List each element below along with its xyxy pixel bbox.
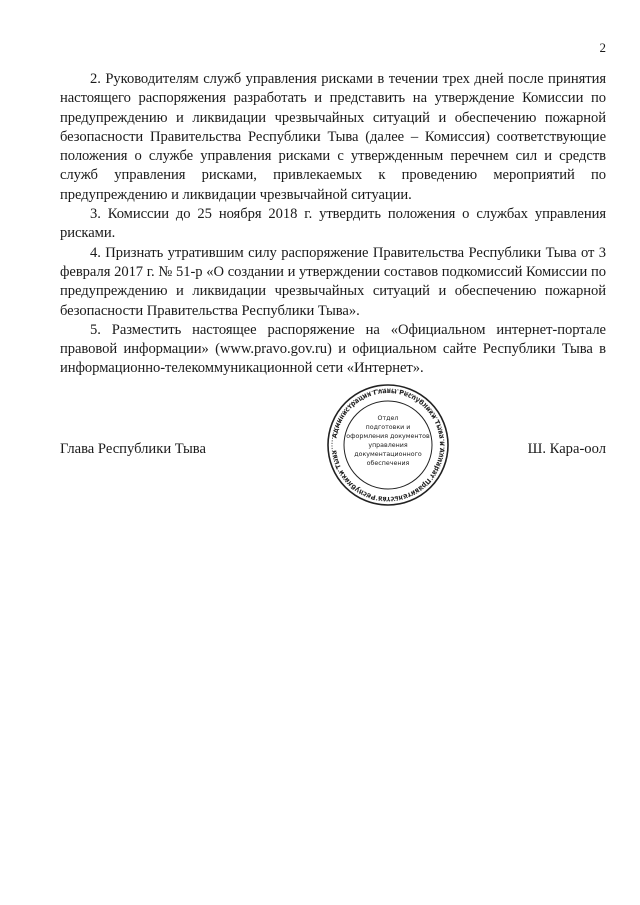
- seal-inner-line-4: управления: [368, 442, 408, 449]
- document-body: [60, 70, 606, 379]
- official-seal: [313, 383, 463, 507]
- seal-inner-line-5: документационного: [354, 451, 422, 458]
- seal-inner-line-2: подготовки и: [365, 424, 411, 431]
- seal-outer-text: Администрация Главы Республики Тыва и Аппарат Правительства Республики Тыва: [330, 386, 447, 504]
- paragraph-4: 4. Признать утратившим силу распоряжение Правительства Республики Тыва от 3 февраля 2017 г. № 51-р «О создании и утверждении составов подкомиссий Комиссии по предупреждению и ликвидации чрезвычайных ситуаций и обеспечению пожарной безопасности Правительства Республики Тыва».: [60, 244, 606, 319]
- paragraph-5: 5. Разместить настоящее распоряжение на «Официальном интернет-портале правовой информации» (www.pravo.gov.ru) и официальном сайте Республики Тыва в информационно-телекоммуникационной сети «Интернет».: [60, 321, 606, 377]
- paragraph-2: 2. Руководителям служб управления рисками в течении трех дней после принятия настоящего распоряжения разработать и представить на утверждение Комиссии по предупреждению и ликвидации чрезвычайных ситуаций и обеспечению пожарной безопасности Правительства Республики Тыва (далее – Комиссия) соответствующие положения о службе управления рисками с утвержденным перечнем сил и средств служб управления рисками, привлекаемых к проведению мероприятий по предупреждению и ликвидации чрезвычайной ситуации.: [60, 71, 606, 203]
- seal-inner-line-3: оформления документов: [346, 433, 430, 440]
- seal-inner-line-6: обеспечения: [366, 460, 410, 467]
- signatory-name: Ш. Кара-оол: [527, 441, 606, 457]
- paragraph-3: 3. Комиссии до 25 ноября 2018 г. утвердить положения о службах управления рисками.: [60, 206, 606, 242]
- page-number: 2: [599, 40, 606, 55]
- signatory-position: Глава Республики Тыва: [60, 441, 206, 457]
- seal-inner-line-1: Отдел: [377, 415, 399, 422]
